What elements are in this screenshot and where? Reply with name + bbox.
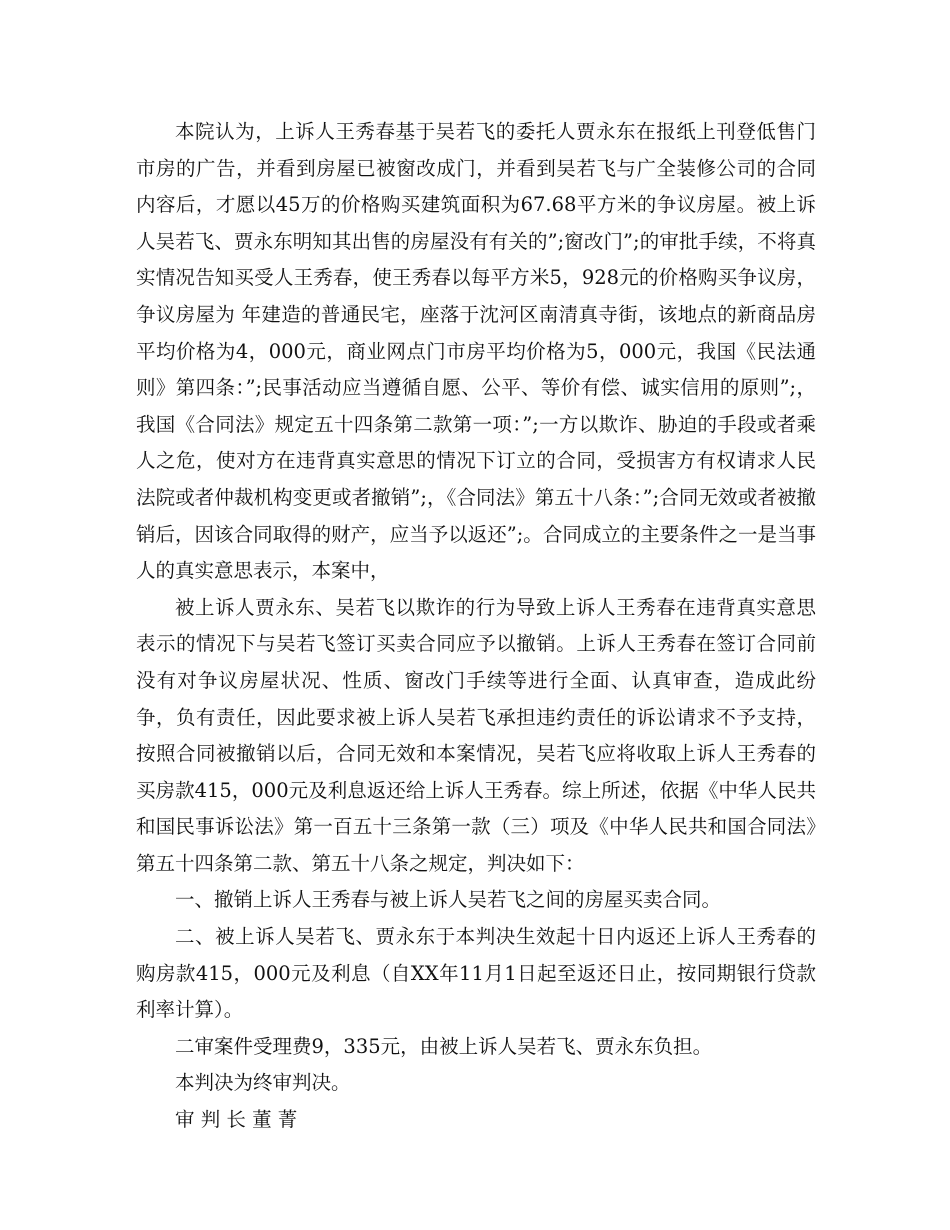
paragraph-court-opinion: 本院认为，上诉人王秀春基于吴若飞的委托人贾永东在报纸上刊登低售门市房的广告，并看到房屋已被窗改成门，并看到吴若飞与广全装修公司的合同内容后，才愿以45万的价格购买建筑面积为67.68平方米的争议房屋。被上诉人吴若飞、贾永东明知其出售的房屋没有有关的”;窗改门”;的审批手续，不将真实情况告知买受人王秀春，使王秀春以每平方米5，928元的价格购买争议房，争议房屋为 年建造的普通民宅，座落于沈河区南清真寺街，该地点的新商品房平均价格为4，000元，商业网点门市房平均价格为5，000元，我国《民法通则》第四条：”;民事活动应当遵循自愿、公平、等价有偿、诚实信用的原则”;，我国《合同法》规定五十四条第二款第一项：”;一方以欺诈、胁迫的手段或者乘人之危，使对方在违背真实意思的情况下订立的合同，受损害方有权请求人民法院或者仲裁机构变更或者撤销”;，《合同法》第五十八条：”;合同无效或者被撤销后，因该合同取得的财产，应当予以返还”;。合同成立的主要条件之一是当事人的真实意思表示，本案中， (136, 120, 817, 583)
paragraph-judgment-item-1: 一、撤销上诉人王秀春与被上诉人吴若飞之间的房屋买卖合同。 (175, 888, 722, 912)
presiding-judge-line: 审 判 长 董 菁 (175, 1108, 298, 1132)
paragraph-fraud-finding: 被上诉人贾永东、吴若飞以欺诈的行为导致上诉人王秀春在违背真实意思表示的情况下与吴若飞签订买卖合同应予以撤销。上诉人王秀春在签订合同前没有对争议房屋状况、性质、窗改门手续等进行全面、认真审查，造成此纷争，负有责任，因此要求被上诉人吴若飞承担违约责任的诉讼请求不予支持，按照合同被撤销以后，合同无效和本案情况，吴若飞应将收取上诉人王秀春的买房款415，000元及利息返还给上诉人王秀春。综上所述，依据《中华人民共和国民事诉讼法》第一百五十三条第一款（三）项及《中华人民共和国合同法》第五十四条第二款、第五十八条之规定，判决如下： (136, 595, 816, 875)
paragraph-court-fee: 二审案件受理费9，335元，由被上诉人吴若飞、贾永东负担。 (175, 1034, 713, 1058)
document-page (136, 114, 816, 1139)
paragraph-judgment-item-2: 二、被上诉人吴若飞、贾永东于本判决生效起十日内返还上诉人王秀春的购房款415，000元及利息（自XX年11月1日起至返还日止，按同期银行贷款利率计算）。 (136, 925, 816, 1022)
paragraph-final-judgment: 本判决为终审判决。 (175, 1071, 351, 1095)
